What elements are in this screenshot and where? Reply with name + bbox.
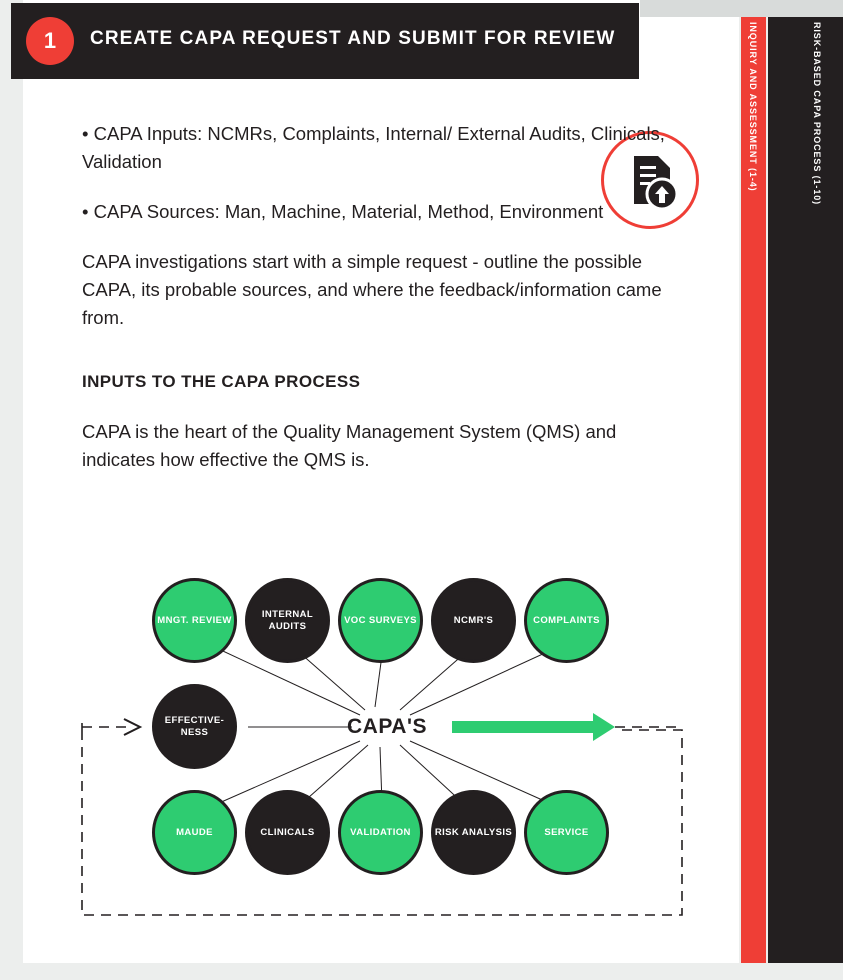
page-title: CREATE CAPA REQUEST AND SUBMIT FOR REVIEW xyxy=(90,28,616,49)
node-complaints[interactable] xyxy=(524,578,609,663)
list-item xyxy=(82,198,682,226)
node-label: CLINICALS xyxy=(260,826,315,838)
node-label: VALIDATION xyxy=(350,826,411,838)
node-ncmrs[interactable] xyxy=(431,578,516,663)
diagram-center-label: CAPA'S xyxy=(347,715,427,738)
top-grey-strip xyxy=(640,0,843,17)
bullet-marker: • xyxy=(82,123,94,144)
node-risk-analysis[interactable] xyxy=(431,790,516,875)
paragraph-qms-heart: CAPA is the heart of the Quality Management System (QMS) and indicates how effective the QMS is. xyxy=(82,421,617,470)
node-voc-surveys[interactable] xyxy=(338,578,423,663)
node-maude[interactable] xyxy=(152,790,237,875)
node-label: INTERNAL AUDITS xyxy=(261,608,314,632)
bullet-list xyxy=(82,120,682,226)
bullet-marker: • xyxy=(82,201,94,222)
capa-inputs-diagram xyxy=(60,555,710,935)
node-internal-audits[interactable] xyxy=(245,578,330,663)
node-effectiveness[interactable] xyxy=(152,684,237,769)
bullet-text: CAPA Inputs: NCMRs, Complaints, Internal/ External Audits, Clinicals, Validation xyxy=(82,123,665,172)
node-label: EFFECTIVE- NESS xyxy=(164,714,225,738)
node-label: NCMR'S xyxy=(453,614,494,626)
node-label: MAUDE xyxy=(176,826,213,838)
list-item xyxy=(82,120,682,176)
body-content xyxy=(82,120,682,474)
node-label: SERVICE xyxy=(544,826,589,838)
tab-risk-based-capa-process[interactable] xyxy=(768,17,843,963)
paragraph-request-outline: CAPA investigations start with a simple request - outline the possible CAPA, its probable sources, and where the feedback/information came from. xyxy=(82,251,662,328)
section-subheading: INPUTS TO THE CAPA PROCESS xyxy=(82,372,361,391)
tab-risk-based-capa-process-label: RISK-BASED CAPA PROCESS (1-10) xyxy=(812,22,822,206)
step-number-badge: 1 xyxy=(26,17,74,65)
node-label: VOC SURVEYS xyxy=(344,614,417,626)
tab-inquiry-and-assessment-label: INQUIRY AND ASSESSMENT (1-4) xyxy=(748,22,758,192)
node-label: COMPLAINTS xyxy=(533,614,600,626)
node-label: MNGT. REVIEW xyxy=(157,614,232,626)
node-clinicals[interactable] xyxy=(245,790,330,875)
node-validation[interactable] xyxy=(338,790,423,875)
node-label: RISK ANALYSIS xyxy=(434,826,513,838)
node-mngt-review[interactable] xyxy=(152,578,237,663)
node-service[interactable] xyxy=(524,790,609,875)
bullet-text: CAPA Sources: Man, Machine, Material, Method, Environment xyxy=(93,201,604,222)
